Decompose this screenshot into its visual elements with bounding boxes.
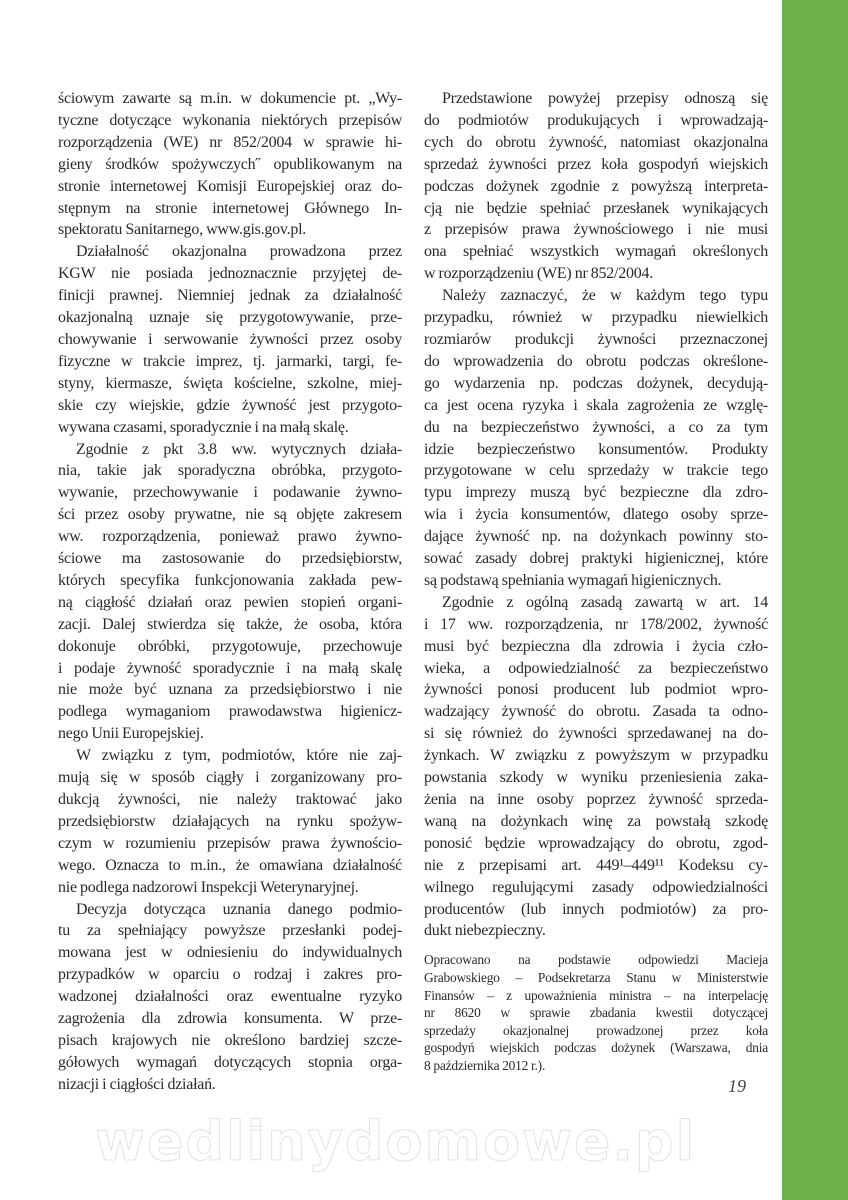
paragraph (58, 88, 402, 241)
text-line: ściowe ma zastosowanie do przedsiębiorstw, (58, 550, 402, 568)
text-line: mowana jest w odniesieniu do indywidualnych (58, 944, 402, 962)
text-line: tyczne dotyczące wykonania niektórych przepisów (58, 111, 402, 129)
paragraph (424, 88, 768, 285)
text-line: nego Unii Europejskiej. (58, 725, 204, 743)
text-line: dukt niebezpieczny. (424, 922, 546, 940)
note-line: Opracowano na podstawie odpowiedzi Macieja (424, 952, 768, 968)
text-line: ną ciągłość działań oraz pewien stopień organi- (58, 593, 402, 611)
text-line: wego. Oznacza to m.in., że omawiana działalność (58, 856, 402, 874)
text-line: przedsiębiorstw działających na rynku spożyw- (58, 812, 402, 830)
text-line: i podaje żywność sporadycznie i na małą skalę (58, 659, 402, 677)
text-line: nie może być uznana za przedsiębiorstwo i nie (58, 681, 402, 699)
text-line: Należy zaznaczyć, że w każdym tego typu (442, 287, 768, 305)
text-line: nizacji i ciągłości działań. (58, 1075, 216, 1093)
text-line: dukcją żywności, nie należy traktować jako (58, 791, 402, 808)
text-line: wieka, a odpowiedzialność za bezpieczeństwo (424, 659, 768, 677)
text-line: do podmiotów produkujących i wprowadzają- (424, 111, 768, 129)
text-line: cją nie będzie spełniać przesłanek wynikających (424, 199, 768, 217)
text-line: mują się w sposób ciągły i zorganizowany pro- (58, 769, 402, 787)
text-line: idzie bezpieczeństwo konsumentów. Produkty (424, 440, 768, 458)
text-line: pisach krajowych nie określono bardziej szcze- (58, 1031, 402, 1049)
text-line: W związku z tym, podmiotów, które nie zaj- (76, 747, 402, 765)
text-line: sprzedaż żywności przez koła gospodyń wiejskich (424, 155, 768, 173)
text-line: ca jest ocena ryzyka i skala zagrożenia ze wzglę- (424, 396, 768, 414)
text-line: nia, takie jak sporadyczna obróbka, przygoto- (58, 462, 402, 480)
note-line: 8 października 2012 r.). (424, 1057, 546, 1073)
text-line: żynkach. W związku z powyższym w przypadku (424, 747, 768, 765)
text-line: z przepisów prawa żywnościowego i nie musi (424, 221, 768, 239)
text-line: KGW nie posiada jednoznacznie przyjętej de- (58, 265, 402, 283)
text-line: Działalność okazjonalna prowadzona przez (76, 243, 402, 261)
text-line: podczas dożynek zgodnie z powyższą interpreta- (424, 177, 768, 195)
text-line: przypadku, również w przypadku niewielkich (424, 309, 768, 327)
paragraph (58, 899, 402, 1096)
text-line: Zgodnie z ogólną zasadą zawartą w art. 14 (442, 593, 768, 611)
text-line: fizyczne w trakcie imprez, tj. jarmarki, targi, fe- (58, 352, 402, 370)
text-line: si się również do żywności sprzedawanej na do- (424, 725, 768, 743)
text-line: ww. rozporządzenia, ponieważ prawo żywno- (58, 528, 402, 546)
text-line: skie czy wiejskie, gdzie żywność jest przygoto- (58, 396, 402, 414)
green-side-bar (782, 0, 848, 1200)
text-line: rozporządzenia (WE) nr 852/2004 w sprawie hi- (58, 133, 402, 151)
text-line: zagrożenia dla zdrowia konsumenta. W prze- (58, 1010, 402, 1028)
text-line: producentów (lub innych podmiotów) za pro- (424, 900, 768, 918)
text-line: gieny środków spożywczych˝ opublikowanym na (58, 155, 402, 173)
paragraph (58, 439, 402, 746)
paragraph (58, 745, 402, 898)
text-line: dające żywność np. na dożynkach powinny sto- (424, 528, 768, 546)
text-line: zacji. Dalej stwierdza się także, że osoba, która (58, 615, 402, 633)
text-line: tu za spełniający powyższe przesłanki podej- (58, 922, 402, 940)
text-line: których specyfika funkcjonowania zakłada pew- (58, 571, 402, 589)
note-line: sprzedaży okazjonalnej prowadzonej przez koła (424, 1022, 768, 1038)
text-line: okazjonalną uznaje się przygotowywanie, prze- (58, 309, 402, 327)
right-column (424, 88, 768, 1075)
text-line: chowywanie i serwowanie żywności przez osoby (58, 330, 402, 348)
text-line: typu imprezy muszą być bezpieczne dla zdro- (424, 484, 768, 502)
text-line: wadzonej działalności oraz ewentualne ryzyko (58, 988, 402, 1006)
text-line: stępnym na stronie internetowej Głównego In- (58, 199, 402, 217)
text-line: wilnego regulującymi zasady odpowiedzialności (424, 878, 768, 896)
text-line: ściowym zawarte są m.in. w dokumencie pt. „Wy- (58, 90, 402, 107)
text-line: musi być bezpieczna dla zdrowia i życia czło- (424, 637, 768, 655)
note-line: gospodyń wiejskich podczas dożynek (Warszawa, dnia (424, 1040, 768, 1056)
text-line: dokonuje obróbki, przygotowuje, przechowuje (58, 637, 402, 655)
text-line: przypadków w oparciu o rodzaj i zakres pro- (58, 966, 402, 984)
text-line: wia i życia konsumentów, dlatego osoby sprze- (424, 506, 768, 524)
text-line: stronie internetowej Komisji Europejskiej oraz do- (58, 177, 402, 195)
text-line: powstania szkody w wyniku przeniesienia zaka- (424, 769, 768, 787)
text-line: styny, kiermasze, święta kościelne, szkolne, miej- (58, 374, 402, 392)
text-line: czym w rozumieniu przepisów prawa żywnościo- (58, 834, 402, 852)
paragraph (424, 592, 768, 943)
text-line: do wprowadzenia do obrotu podczas określone- (424, 352, 768, 370)
text-line: sować zasady dobrej praktyki higienicznej, które (424, 550, 768, 568)
text-line: waną na dożynkach winę za powstałą szkodę (424, 812, 768, 830)
text-line: Decyzja dotycząca uznania danego podmio- (76, 900, 402, 918)
text-line: Zgodnie z pkt 3.8 ww. wytycznych działa- (76, 440, 402, 458)
note-line: Grabowskiego – Podsekretarza Stanu w Ministerstwie (424, 969, 768, 985)
text-line: nie podlega nadzorowi Inspekcji Weterynaryjnej. (58, 878, 359, 896)
paragraph (58, 241, 402, 438)
source-note (424, 951, 768, 1074)
text-line: wadzający żywność do obrotu. Zasada ta odno- (424, 703, 768, 721)
text-line: żenia na inne osoby poprzez żywność sprzeda- (424, 791, 768, 808)
text-line: gółowych wymagań dotyczących stopnia orga- (58, 1053, 402, 1071)
text-line: ponosić będzie wprowadzający do obrotu, zgod- (424, 834, 768, 852)
text-line: spektoratu Sanitarnego, www.gis.gov.pl. (58, 221, 307, 239)
text-line: ści przez osoby prywatne, nie są objęte zakresem (58, 506, 402, 524)
watermark: wedlinydomowe.pl (95, 1110, 697, 1173)
text-line: finicji prawnej. Niemniej jednak za działalność (58, 287, 402, 305)
left-column (58, 88, 402, 1096)
text-line: są podstawą spełniania wymagań higienicznych. (424, 571, 722, 589)
text-line: go wydarzenia np. podczas dożynek, decydują- (424, 374, 768, 392)
text-line: wywana czasami, sporadycznie i na małą skalę. (58, 418, 349, 436)
text-line: du na bezpieczeństwo żywności, a co za tym (424, 418, 768, 436)
text-line: i 17 ww. rozporządzenia, nr 178/2002, żywność (424, 615, 768, 633)
text-line: rozmiarów produkcji żywności przeznaczonej (424, 330, 768, 348)
text-line: nie z przepisami art. 449¹–449¹¹ Kodeksu cy- (424, 856, 768, 874)
note-line: nr 8620 w sprawie zbadania kwestii dotyczącej (424, 1005, 768, 1021)
text-line: w rozporządzeniu (WE) nr 852/2004. (424, 265, 653, 283)
text-line: Przedstawione powyżej przepisy odnoszą się (442, 90, 768, 107)
note-line: Finansów – z upoważnienia ministra – na interpelację (424, 987, 768, 1003)
text-line: wywanie, przechowywanie i podawanie żywno- (58, 484, 402, 502)
text-line: żywności ponosi producent lub podmiot wpro- (424, 681, 768, 699)
text-line: ona spełniać wszystkich wymagań określonych (424, 243, 768, 261)
text-line: podlega wymaganiom prawodawstwa higienicz- (58, 703, 402, 721)
page-number: 19 (728, 1076, 746, 1096)
paragraph (424, 285, 768, 592)
text-line: cych do obrotu żywność, natomiast okazjonalna (424, 133, 768, 151)
text-line: przygotowane w celu sprzedaży w trakcie tego (424, 462, 768, 480)
